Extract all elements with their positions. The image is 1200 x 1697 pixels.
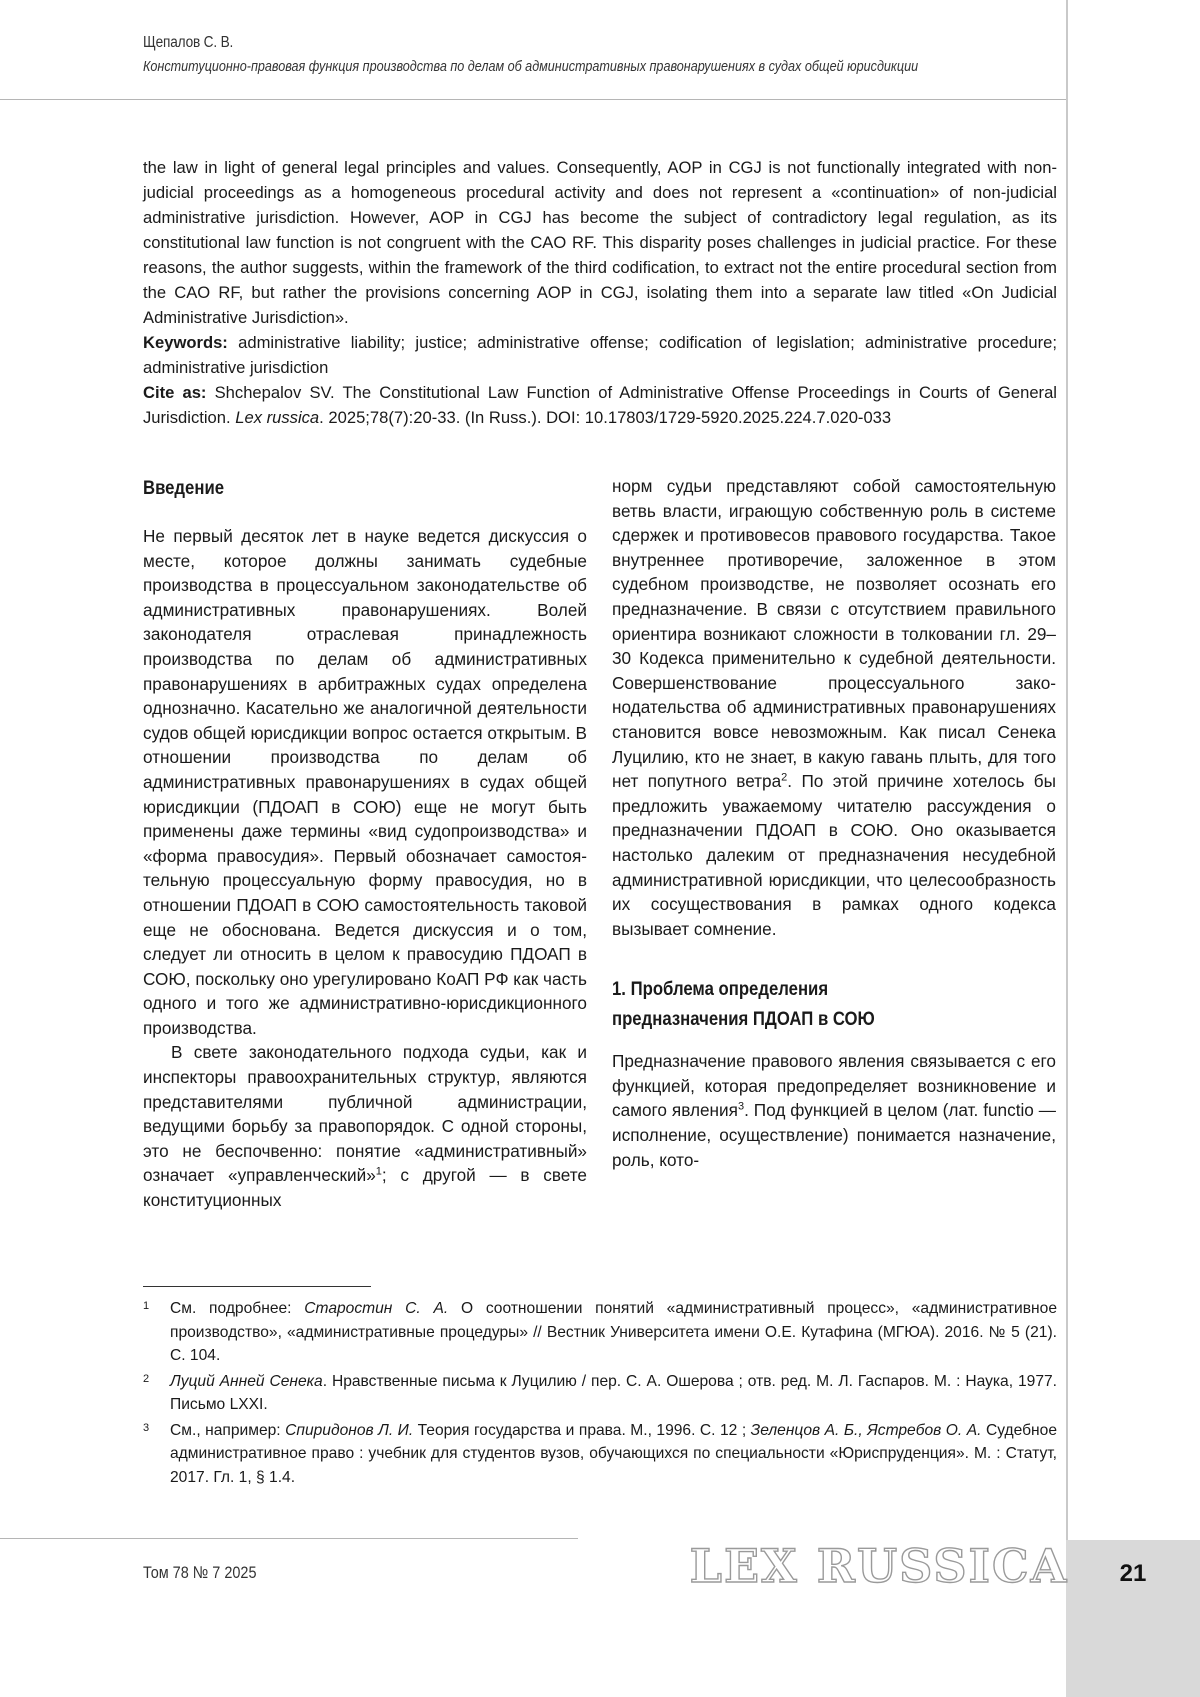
footnote-divider — [143, 1286, 371, 1287]
footnote-ref-2[interactable]: 2 — [781, 771, 788, 784]
footnote-text-post: Судебное административное право : учебник для студентов вузов, обучающихся по специальности «Юриспруденция». М. : Статут, 2017. Гл. 1, § 1.4. — [170, 1421, 1057, 1486]
footnote-text-post: О соотношении понятий «административный процесс», «административное производство», «административные процедуры» // Вестник Университета имени О.Е. Кутафина (МГЮА). 2016. № 5 (21). С. 104. — [170, 1300, 1057, 1364]
abstract-text: the law in light of general legal principles and values. Consequently, AOP in CGJ is not functionally integrated with non-judicial proceedings as a homogeneous procedural activity and does not represent a «continuation» of non-judicial administrative jurisdiction. However, AOP in CGJ has become the subject of contradictory legal regulation, as its constitutional law function is not congruent with the CAO RF. This disparity poses challenges in judicial practice. For these reasons, the author suggests, within the framework of the third codification, to extract not the entire procedural section from the CAO RF, but rather the provisions concerning AOP in CGJ, isolating them into a separate law titled «On Judicial Administrative Jurisdiction». — [143, 158, 1057, 327]
page-number: 21 — [1119, 1560, 1147, 1587]
footnote-number: 2 — [143, 1372, 150, 1385]
footnote-author: Луций Анней Сенека — [170, 1372, 323, 1390]
paragraph-2-text-c: норм судьи представляют собой самостоятельную ветвь власти, играющую собственную роль в системе сдержек и противовесов правового государства. Такое внутреннее противоречие, заложенное в этом судебном производстве, не позволяет осознать его предназначение. В связи с отсутствием правильного ориентира возникают сложности в толковании гл. 29–30 Кодекса применительно к судебной деятельности. Совершенствование процессуального законодательства об административных правонарушениях становится вовсе невозможным. Как писал Сенека Луцилию, кто не знает, в какую гавань плыть, для того нет попутного ветра — [612, 476, 1056, 792]
paragraph-2 — [143, 1040, 587, 1212]
section-1-heading-line-2: предназначения ПДОАП в СОЮ — [612, 1009, 875, 1031]
paragraph-3-text-a: Предназначение правового явления связывается с его функцией, которая предопределяет возникновение и самого явления — [612, 1051, 1056, 1121]
paragraph-1: Не первый десяток лет в науке ведется дискуссия о месте, которое должны занимать судебные производства в процессуальном законодательстве об административных правонарушениях. Волей законодателя отраслевая принадлежность производства по делам об административных правонарушениях в арбитражных судах определена однозначно. Касательно же аналогичной деятельности судов общей юрисдикции вопрос остается открытым. В отношении производства по делам об административных правонарушениях в судах общей юрисдикции (ПДОАП в СОЮ) еще не могут быть применены даже термины «вид судопроизводства» и «форма правосудия». Первый обозначает самостоятельную процессуальную форму правосудия, но в отношении ПДОАП в СОЮ самостоятельность таковой еще не обоснована. Ведется дискуссия и о том, следует ли относить в целом к правосудию ПДОАП в СОЮ, поскольку оно урегулировано КоАП РФ как часть одного и того же административно-юрисдикционного производства. — [143, 526, 587, 1038]
header-divider — [0, 99, 1066, 100]
footnote-text-pre: См. подробнее: — [170, 1300, 305, 1317]
journal-logo — [689, 1538, 1069, 1594]
running-head-title: Конституционно-правовая функция производства по делам об административных правонарушениях в судах общей юрисдикции — [143, 58, 919, 75]
cite-text-b: . 2025;78(7):20-33. (In Russ.). DOI: 10.17803/1729-5920.2025.224.7.020-033 — [319, 408, 892, 427]
cite-journal: Lex russica — [235, 408, 320, 427]
cite-line — [143, 380, 1057, 430]
issue-info: Том 78 № 7 2025 — [143, 1563, 257, 1582]
keywords-line — [143, 330, 1057, 380]
footnote-text — [170, 1419, 1057, 1490]
footnote-author-2: Зеленцов А. Б., Ястребов О. А. — [750, 1421, 982, 1439]
footnote-text — [170, 1370, 1057, 1417]
intro-heading: Введение — [143, 478, 225, 499]
footnote-text — [170, 1297, 1057, 1368]
footnote-number: 1 — [143, 1300, 150, 1312]
left-column — [143, 474, 587, 1213]
footnote-3 — [143, 1419, 1057, 1490]
logo-text: LEX RUSSICA — [689, 1539, 1069, 1593]
section-1-heading-line-1: 1. Проблема определения — [612, 979, 829, 1001]
footnote-author: Спиридонов Л. И. — [285, 1421, 414, 1439]
footnote-1 — [143, 1297, 1057, 1368]
footer-divider — [0, 1538, 578, 1539]
keywords-label: Keywords: — [143, 333, 228, 352]
right-margin-strip — [1066, 0, 1200, 1697]
running-head — [143, 34, 1063, 75]
footnotes — [143, 1297, 1057, 1491]
paragraph-2-text-b: ; с другой — в свете конституционных — [143, 1165, 587, 1211]
paragraph-2-text-a: В свете законодательного подхода судьи, как и инспекторы правоохранительных структур, являются представителями публичной администрации, ведущими борьбу за правопорядок. С одной стороны, это не беспочвенно: понятие «административный» означает «управленческий» — [143, 1042, 587, 1186]
paragraph-2-text-d: . По этой причине хотелось бы предложить уважаемому читателю рассуждения о предназначении ПДОАП в СОЮ. Оно оказывается настолько далеким от предназначения несудебной административной юрисдикции, что целесообразность их сосуществования в рамках одного кодекса вызывает сомнение. — [612, 771, 1056, 939]
footnote-text-post: . Нравственные письма к Луцилию / пер. С. А. Ошерова ; отв. ред. М. Л. Гаспаров. М. : Наука, 1977. Письмо LXXI. — [170, 1372, 1057, 1413]
footnote-author: Старостин С. А. — [304, 1300, 449, 1317]
paragraph-2-continued — [612, 474, 1056, 941]
right-column — [612, 474, 1056, 1172]
running-head-author: Щепалов С. В. — [143, 34, 234, 51]
footnote-number: 3 — [143, 1421, 150, 1434]
paragraph-3-text-b: . Под функцией в целом (лат. functio — исполнение, осуществление) понимается назначение, роль, кото- — [612, 1100, 1056, 1170]
footnote-text-mid: Теория государства и права. М., 1996. С. 12 ; — [413, 1421, 751, 1439]
keywords-text: administrative liability; justice; administrative offense; codification of legislation; administrative procedure; administrative jurisdiction — [143, 333, 1057, 377]
footnote-ref-1[interactable]: 1 — [375, 1165, 382, 1178]
footnote-ref-3[interactable]: 3 — [737, 1100, 745, 1113]
cite-label: Cite as: — [143, 383, 207, 402]
cite-text-a: Shchepalov SV. The Constitutional Law Function of Administrative Offense Proceedings in Courts of General Jurisdiction. — [143, 383, 1057, 427]
abstract-block — [143, 155, 1057, 430]
footnote-text-pre: См., например: — [170, 1421, 286, 1439]
footnote-2 — [143, 1370, 1057, 1417]
paragraph-3 — [612, 1049, 1056, 1172]
